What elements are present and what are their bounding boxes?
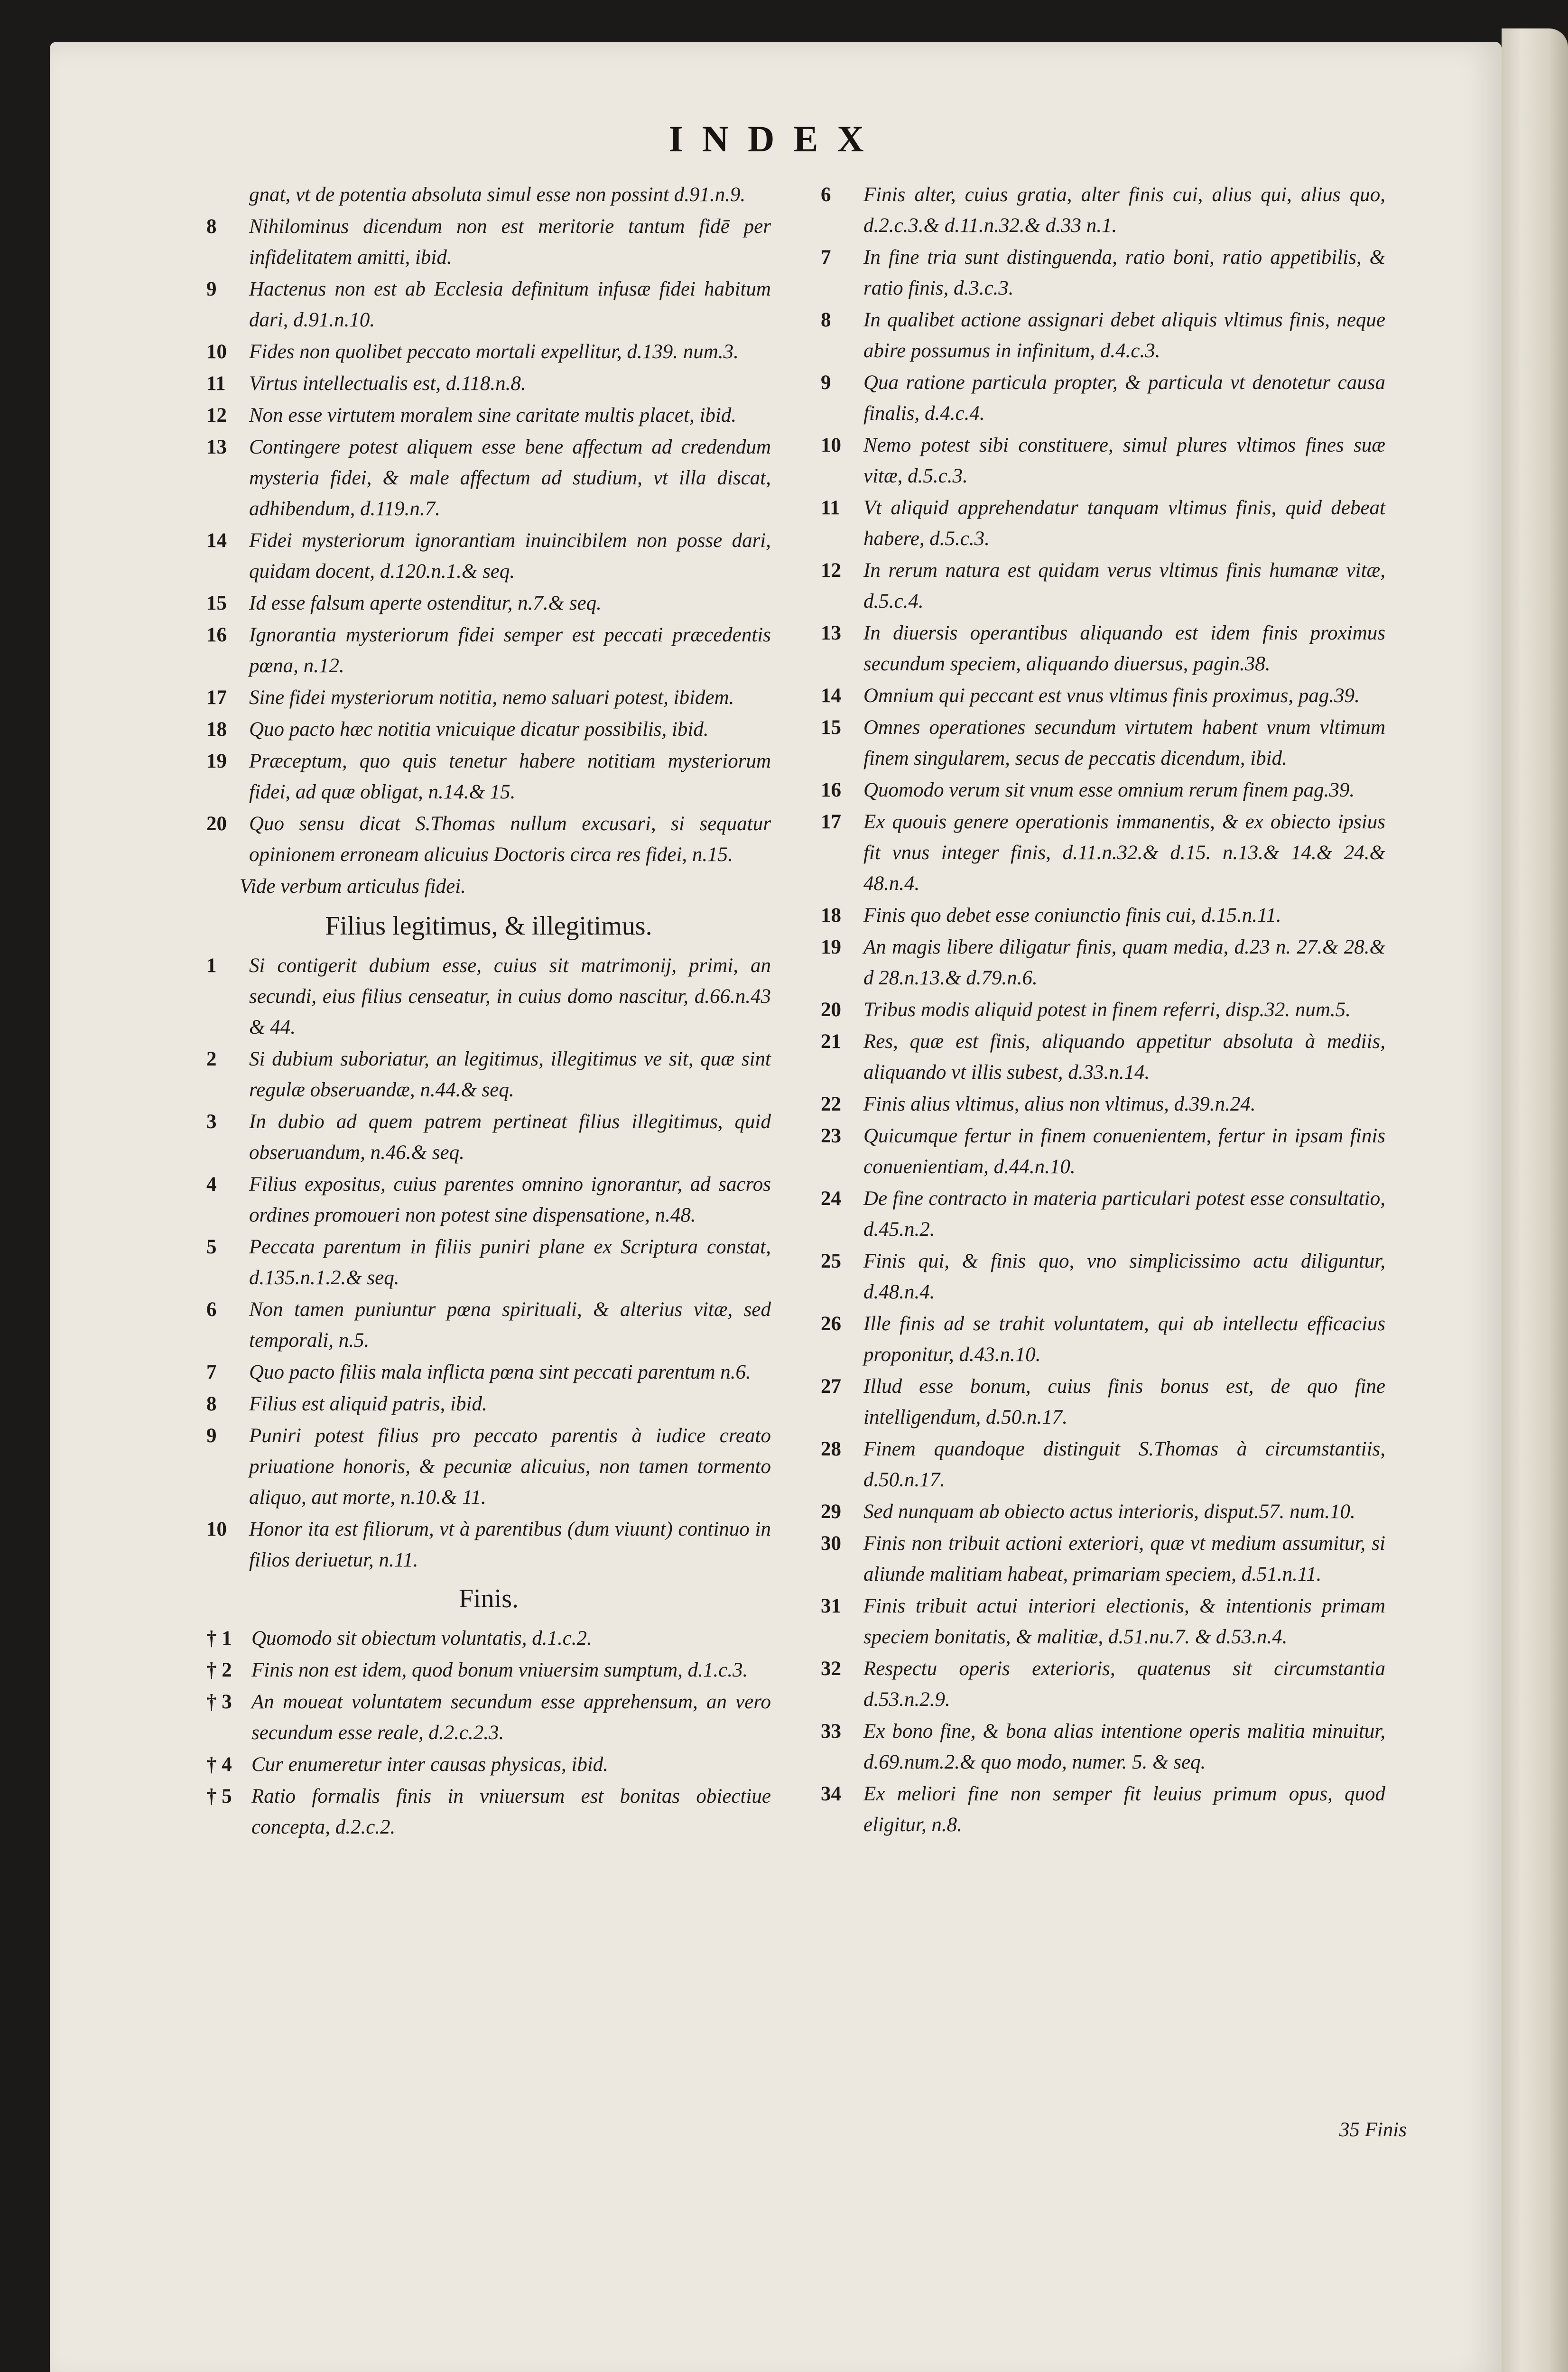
entry-text: Vt aliquid apprehendatur tanquam vltimus finis, quid debeat habere, d.5.c.3. — [863, 497, 1385, 550]
entry-text: In qualibet actione assignari debet aliquis vltimus finis, neque abire possumus in infinitum, d.4.c.3. — [863, 309, 1385, 362]
entry-text: Quo pacto hæc notitia vnicuique dicatur possibilis, ibid. — [249, 718, 709, 741]
index-entry — [821, 994, 1385, 1025]
entry-number: 32 — [821, 1658, 841, 1680]
entry-text: Nihilominus dicendum non est meritorie tantum fidē per infidelitatem amitti, ibid. — [249, 215, 771, 269]
entry-number: † 5 — [206, 1785, 232, 1807]
entry-text: Ratio formalis finis in vniuersum est bonitas obiectiue concepta, d.2.c.2. — [251, 1785, 771, 1838]
entry-text: Virtus intellectualis est, d.118.n.8. — [249, 372, 526, 395]
index-entry — [206, 1781, 771, 1843]
entry-text: Ille finis ad se trahit voluntatem, qui ab intellectu efficacius proponitur, d.43.n.10. — [863, 1313, 1385, 1366]
entry-number: 11 — [206, 372, 226, 395]
entry-number: 10 — [206, 1518, 227, 1540]
entry-number: 15 — [821, 716, 841, 739]
entry-number: 5 — [206, 1236, 217, 1258]
index-entry — [206, 1169, 771, 1231]
entry-number: 12 — [821, 559, 841, 582]
index-entry — [206, 400, 771, 431]
entry-text: De fine contracto in materia particulari potest esse consultatio, d.45.n.2. — [863, 1187, 1385, 1241]
entry-number: 10 — [821, 434, 841, 456]
index-entry — [821, 492, 1385, 554]
entry-number: 23 — [821, 1125, 841, 1147]
index-entry — [821, 1121, 1385, 1182]
index-entry — [206, 682, 771, 713]
entry-text: Finis alter, cuius gratia, alter finis cui, alius qui, alius quo, d.2.c.3.& d.11.n.32.& d.33 n.1. — [863, 184, 1385, 237]
entry-text: Finis non est idem, quod bonum vniuersim sumptum, d.1.c.3. — [251, 1659, 748, 1681]
entry-number: 1 — [206, 954, 217, 977]
entry-number: 15 — [206, 592, 227, 614]
entry-text: In dubio ad quem patrem pertineat filius illegitimus, quid obseruandum, n.46.& seq. — [249, 1111, 771, 1164]
entry-number: 31 — [821, 1595, 841, 1617]
index-entry — [821, 1183, 1385, 1245]
index-entry — [821, 1026, 1385, 1088]
index-entry — [206, 620, 771, 681]
entry-number: 18 — [821, 904, 841, 927]
entry-text: Cur enumeretur inter causas physicas, ibid. — [251, 1753, 609, 1776]
entry-number: 8 — [206, 215, 217, 238]
index-entry — [206, 368, 771, 399]
index-entry — [206, 1106, 771, 1168]
entry-number: † 4 — [206, 1753, 232, 1776]
index-entry — [206, 1044, 771, 1105]
entry-number: 25 — [821, 1250, 841, 1272]
index-entry — [206, 274, 771, 335]
index-entry — [206, 525, 771, 587]
entry-number: 14 — [821, 685, 841, 707]
entry-number: 3 — [206, 1111, 217, 1133]
entry-number: 30 — [821, 1532, 841, 1555]
entry-text: Respectu operis exterioris, quatenus sit circumstantia d.53.n.2.9. — [863, 1658, 1385, 1711]
index-entry — [206, 1749, 771, 1780]
entry-text: Finis quo debet esse coniunctio finis cui, d.15.n.11. — [863, 904, 1281, 927]
index-entry — [821, 1779, 1385, 1840]
index-entry — [206, 1232, 771, 1293]
entry-text: Non esse virtutem moralem sine caritate multis placet, ibid. — [249, 404, 737, 426]
entry-text: Quo sensu dicat S.Thomas nullum excusari, si sequatur opinionem erroneam alicuius Doctoris circa res fidei, n.15. — [249, 813, 771, 866]
entry-list-finis-b — [821, 179, 1385, 1840]
entry-text: Sine fidei mysteriorum notitia, nemo saluari potest, ibidem. — [249, 686, 734, 709]
entry-number: 14 — [206, 529, 227, 552]
index-entry — [206, 1357, 771, 1388]
entry-text: Nemo potest sibi constituere, simul plures vltimos fines suæ vitæ, d.5.c.3. — [863, 434, 1385, 487]
entry-text: In diuersis operantibus aliquando est idem finis proximus secundum speciem, aliquando diuersus, pagin.38. — [863, 622, 1385, 675]
entry-number: 19 — [821, 936, 841, 958]
entry-number: 16 — [821, 779, 841, 801]
entry-list-filius — [206, 950, 771, 1575]
index-entry — [821, 555, 1385, 617]
entry-number: 20 — [821, 999, 841, 1021]
index-entry — [821, 1591, 1385, 1652]
index-entry — [206, 746, 771, 807]
index-entry — [821, 806, 1385, 899]
index-entry — [821, 680, 1385, 711]
entry-number: 21 — [821, 1030, 841, 1053]
entry-number: 8 — [206, 1393, 217, 1415]
entry-text: In fine tria sunt distinguenda, ratio boni, ratio appetibilis, & ratio finis, d.3.c.3. — [863, 246, 1385, 299]
entry-text: Non tamen puniuntur pœna spirituali, & alterius vitæ, sed temporali, n.5. — [249, 1298, 771, 1352]
entry-number: 17 — [206, 686, 227, 709]
entry-text: gnat, vt de potentia absoluta simul esse non possint d.91.n.9. — [249, 184, 746, 206]
index-entry — [206, 1389, 771, 1419]
index-entry — [821, 712, 1385, 774]
see-also-reference: Vide verbum articulus fidei. — [240, 875, 466, 898]
index-entry — [821, 430, 1385, 491]
entry-number: 18 — [206, 718, 227, 741]
index-entry — [821, 1434, 1385, 1495]
index-entry — [821, 1528, 1385, 1590]
entry-number: † 3 — [206, 1691, 232, 1713]
entry-text: Finem quandoque distinguit S.Thomas à circumstantiis, d.50.n.17. — [863, 1438, 1385, 1491]
book-gutter — [1502, 28, 1568, 2372]
index-entry — [206, 1514, 771, 1575]
entry-text: Ignorantia mysteriorum fidei semper est peccati præcedentis pœna, n.12. — [249, 624, 771, 677]
index-entry — [821, 1246, 1385, 1307]
entry-number: 11 — [821, 497, 840, 519]
entry-text: Peccata parentum in filiis puniri plane ex Scriptura constat, d.135.n.1.2.& seq. — [249, 1236, 771, 1289]
entry-number: 28 — [821, 1438, 841, 1460]
index-entry — [206, 1686, 771, 1748]
index-entry — [206, 1420, 771, 1513]
entry-text: Finis alius vltimus, alius non vltimus, d.39.n.24. — [863, 1093, 1256, 1115]
entry-number: 9 — [206, 1425, 217, 1447]
entry-list-finis-a — [206, 1623, 771, 1843]
index-entry — [821, 1496, 1385, 1527]
index-entry — [821, 1371, 1385, 1433]
entry-number: † 1 — [206, 1627, 232, 1649]
entry-text: Id esse falsum aperte ostenditur, n.7.& seq. — [249, 592, 602, 614]
index-entry — [206, 336, 771, 367]
entry-text: An moueat voluntatem secundum esse apprehensum, an vero secundum esse reale, d.2.c.2.3. — [251, 1691, 771, 1744]
entry-text: Fides non quolibet peccato mortali expellitur, d.139. num.3. — [249, 341, 739, 363]
entry-text: Ex bono fine, & bona alias intentione operis malitia minuitur, d.69.num.2.& quo modo, numer. 5. & seq. — [863, 1720, 1385, 1773]
entry-number: 13 — [206, 436, 227, 458]
index-entry — [206, 588, 771, 619]
index-entry — [821, 775, 1385, 806]
index-entry — [206, 808, 771, 870]
index-entry — [206, 1294, 771, 1356]
entry-text: Filius expositus, cuius parentes omnino ignorantur, ad sacros ordines promoueri non potest sine dispensatione, n.48. — [249, 1173, 771, 1226]
entry-text: Tribus modis aliquid potest in finem referri, disp.32. num.5. — [863, 999, 1351, 1021]
entry-text: Ex meliori fine non semper fit leuius primum opus, quod eligitur, n.8. — [863, 1783, 1385, 1836]
entry-text: Præceptum, quo quis tenetur habere notitiam mysteriorum fidei, ad quæ obligat, n.14.& 15. — [249, 750, 771, 803]
entry-text: Hactenus non est ab Ecclesia definitum infusæ fidei habitum dari, d.91.n.10. — [249, 278, 771, 331]
right-column — [821, 179, 1385, 1841]
left-column — [206, 179, 771, 1844]
entry-number: 4 — [206, 1173, 217, 1195]
entry-number: 34 — [821, 1783, 841, 1805]
entry-text: Si dubium suboriatur, an legitimus, illegitimus ve sit, quæ sint regulæ obseruandæ, n.44.& seq. — [249, 1048, 771, 1101]
index-entry — [821, 242, 1385, 304]
index-entry — [206, 432, 771, 524]
page-title: INDEX — [668, 118, 883, 159]
entry-text: Finis qui, & finis quo, vno simplicissimo actu diliguntur, d.48.n.4. — [863, 1250, 1385, 1303]
entry-text: Quo pacto filiis mala inflicta pœna sint peccati parentum n.6. — [249, 1361, 751, 1383]
index-entry — [821, 932, 1385, 993]
index-entry — [821, 900, 1385, 931]
index-entry — [821, 305, 1385, 366]
index-entry — [821, 1716, 1385, 1778]
catchword: 35 Finis — [1339, 2119, 1407, 2141]
entry-text: Finis non tribuit actioni exteriori, quæ vt medium assumitur, si aliunde malitiam habeat, primariam speciem, d.51.n.11. — [863, 1532, 1385, 1585]
index-entry — [821, 1653, 1385, 1715]
entry-number: 7 — [206, 1361, 217, 1383]
entry-text: Quomodo sit obiectum voluntatis, d.1.c.2. — [251, 1627, 592, 1649]
entry-number: 24 — [821, 1187, 841, 1210]
entry-text: An magis libere diligatur finis, quam media, d.23 n. 27.& 28.& d 28.n.13.& d.79.n.6. — [863, 936, 1385, 989]
entry-text: Filius est aliquid patris, ibid. — [249, 1393, 487, 1415]
index-entry — [821, 179, 1385, 241]
entry-text: Ex quouis genere operationis immanentis, & ex obiecto ipsius fit vnus integer finis, d.11.n.32.& d.15. n.13.& 14.& 24.& 48.n.4. — [863, 811, 1385, 895]
index-entry — [821, 367, 1385, 429]
entry-text: Fidei mysteriorum ignorantiam inuincibilem non posse dari, quidam docent, d.120.n.1.& seq. — [249, 529, 771, 583]
entry-number: 26 — [821, 1313, 841, 1335]
section-heading-filius: Filius legitimus, & illegitimus. — [325, 911, 652, 941]
index-entry — [206, 179, 771, 210]
entry-number: 7 — [821, 246, 831, 269]
entry-text: Qua ratione particula propter, & particula vt denotetur causa finalis, d.4.c.4. — [863, 371, 1385, 425]
entry-number: 22 — [821, 1093, 841, 1115]
entry-text: Omnes operationes secundum virtutem habent vnum vltimum finem singularem, secus de peccatis dicendum, ibid. — [863, 716, 1385, 769]
entry-number: 6 — [821, 184, 831, 206]
entry-number: 9 — [821, 371, 831, 394]
index-entry — [206, 211, 771, 273]
entry-number: 16 — [206, 624, 227, 646]
section-heading-finis: Finis. — [458, 1584, 519, 1613]
entry-number: 2 — [206, 1048, 217, 1070]
entry-text: Puniri potest filius pro peccato parentis à iudice creato priuatione honoris, & pecuniæ alicuius, non tamen tormento aliquo, aut morte, n.10.& 11. — [249, 1425, 771, 1509]
entry-text: Omnium qui peccant est vnus vltimus finis proximus, pag.39. — [863, 685, 1360, 707]
entry-text: In rerum natura est quidam verus vltimus finis humanæ vitæ, d.5.c.4. — [863, 559, 1385, 612]
entry-number: 13 — [821, 622, 841, 644]
index-entry — [206, 1623, 771, 1654]
entry-text: Si contigerit dubium esse, cuius sit matrimonij, primi, an secundi, eius filius censeatur, in cuius domo nascitur, d.66.n.43 & 44. — [249, 954, 771, 1038]
entry-number: 9 — [206, 278, 217, 300]
entry-number: 12 — [206, 404, 227, 426]
index-entry — [821, 1089, 1385, 1120]
entry-text: Sed nunquam ab obiecto actus interioris, disput.57. num.10. — [863, 1501, 1355, 1523]
entry-number: 27 — [821, 1375, 841, 1398]
index-entry — [206, 950, 771, 1043]
entry-text: Quomodo verum sit vnum esse omnium rerum finem pag.39. — [863, 779, 1355, 801]
index-entry — [206, 1655, 771, 1686]
entry-number: 8 — [821, 309, 831, 331]
entry-number: 6 — [206, 1298, 217, 1321]
index-entry — [206, 714, 771, 745]
entry-number: 19 — [206, 750, 227, 772]
entry-number: 20 — [206, 813, 227, 835]
index-entry — [821, 618, 1385, 679]
entry-number: 29 — [821, 1501, 841, 1523]
entry-number: 10 — [206, 341, 227, 363]
index-entry — [821, 1308, 1385, 1370]
entry-number: 17 — [821, 811, 841, 833]
entry-text: Contingere potest aliquem esse bene affectum ad credendum mysteria fidei, & male affectum ad studium, vt illa discat, adhibendum, d.119.n.7. — [249, 436, 771, 520]
entry-text: Honor ita est filiorum, vt à parentibus (dum viuunt) continuo in filios deriuetur, n.11. — [249, 1518, 771, 1571]
book-page — [50, 42, 1502, 2372]
entry-list-fides — [206, 179, 771, 870]
entry-number: 33 — [821, 1720, 841, 1742]
entry-text: Finis tribuit actui interiori electionis, & intentionis primam speciem bonitatis, & malitiæ, d.51.nu.7. & d.53.n.4. — [863, 1595, 1385, 1648]
entry-text: Res, quæ est finis, aliquando appetitur absoluta à mediis, aliquando vt illis subest, d.33.n.14. — [863, 1030, 1385, 1084]
entry-text: Illud esse bonum, cuius finis bonus est, de quo fine intelligendum, d.50.n.17. — [863, 1375, 1385, 1428]
entry-number: † 2 — [206, 1659, 232, 1681]
entry-text: Quicumque fertur in finem conuenientem, fertur in ipsam finis conuenientiam, d.44.n.10. — [863, 1125, 1385, 1178]
